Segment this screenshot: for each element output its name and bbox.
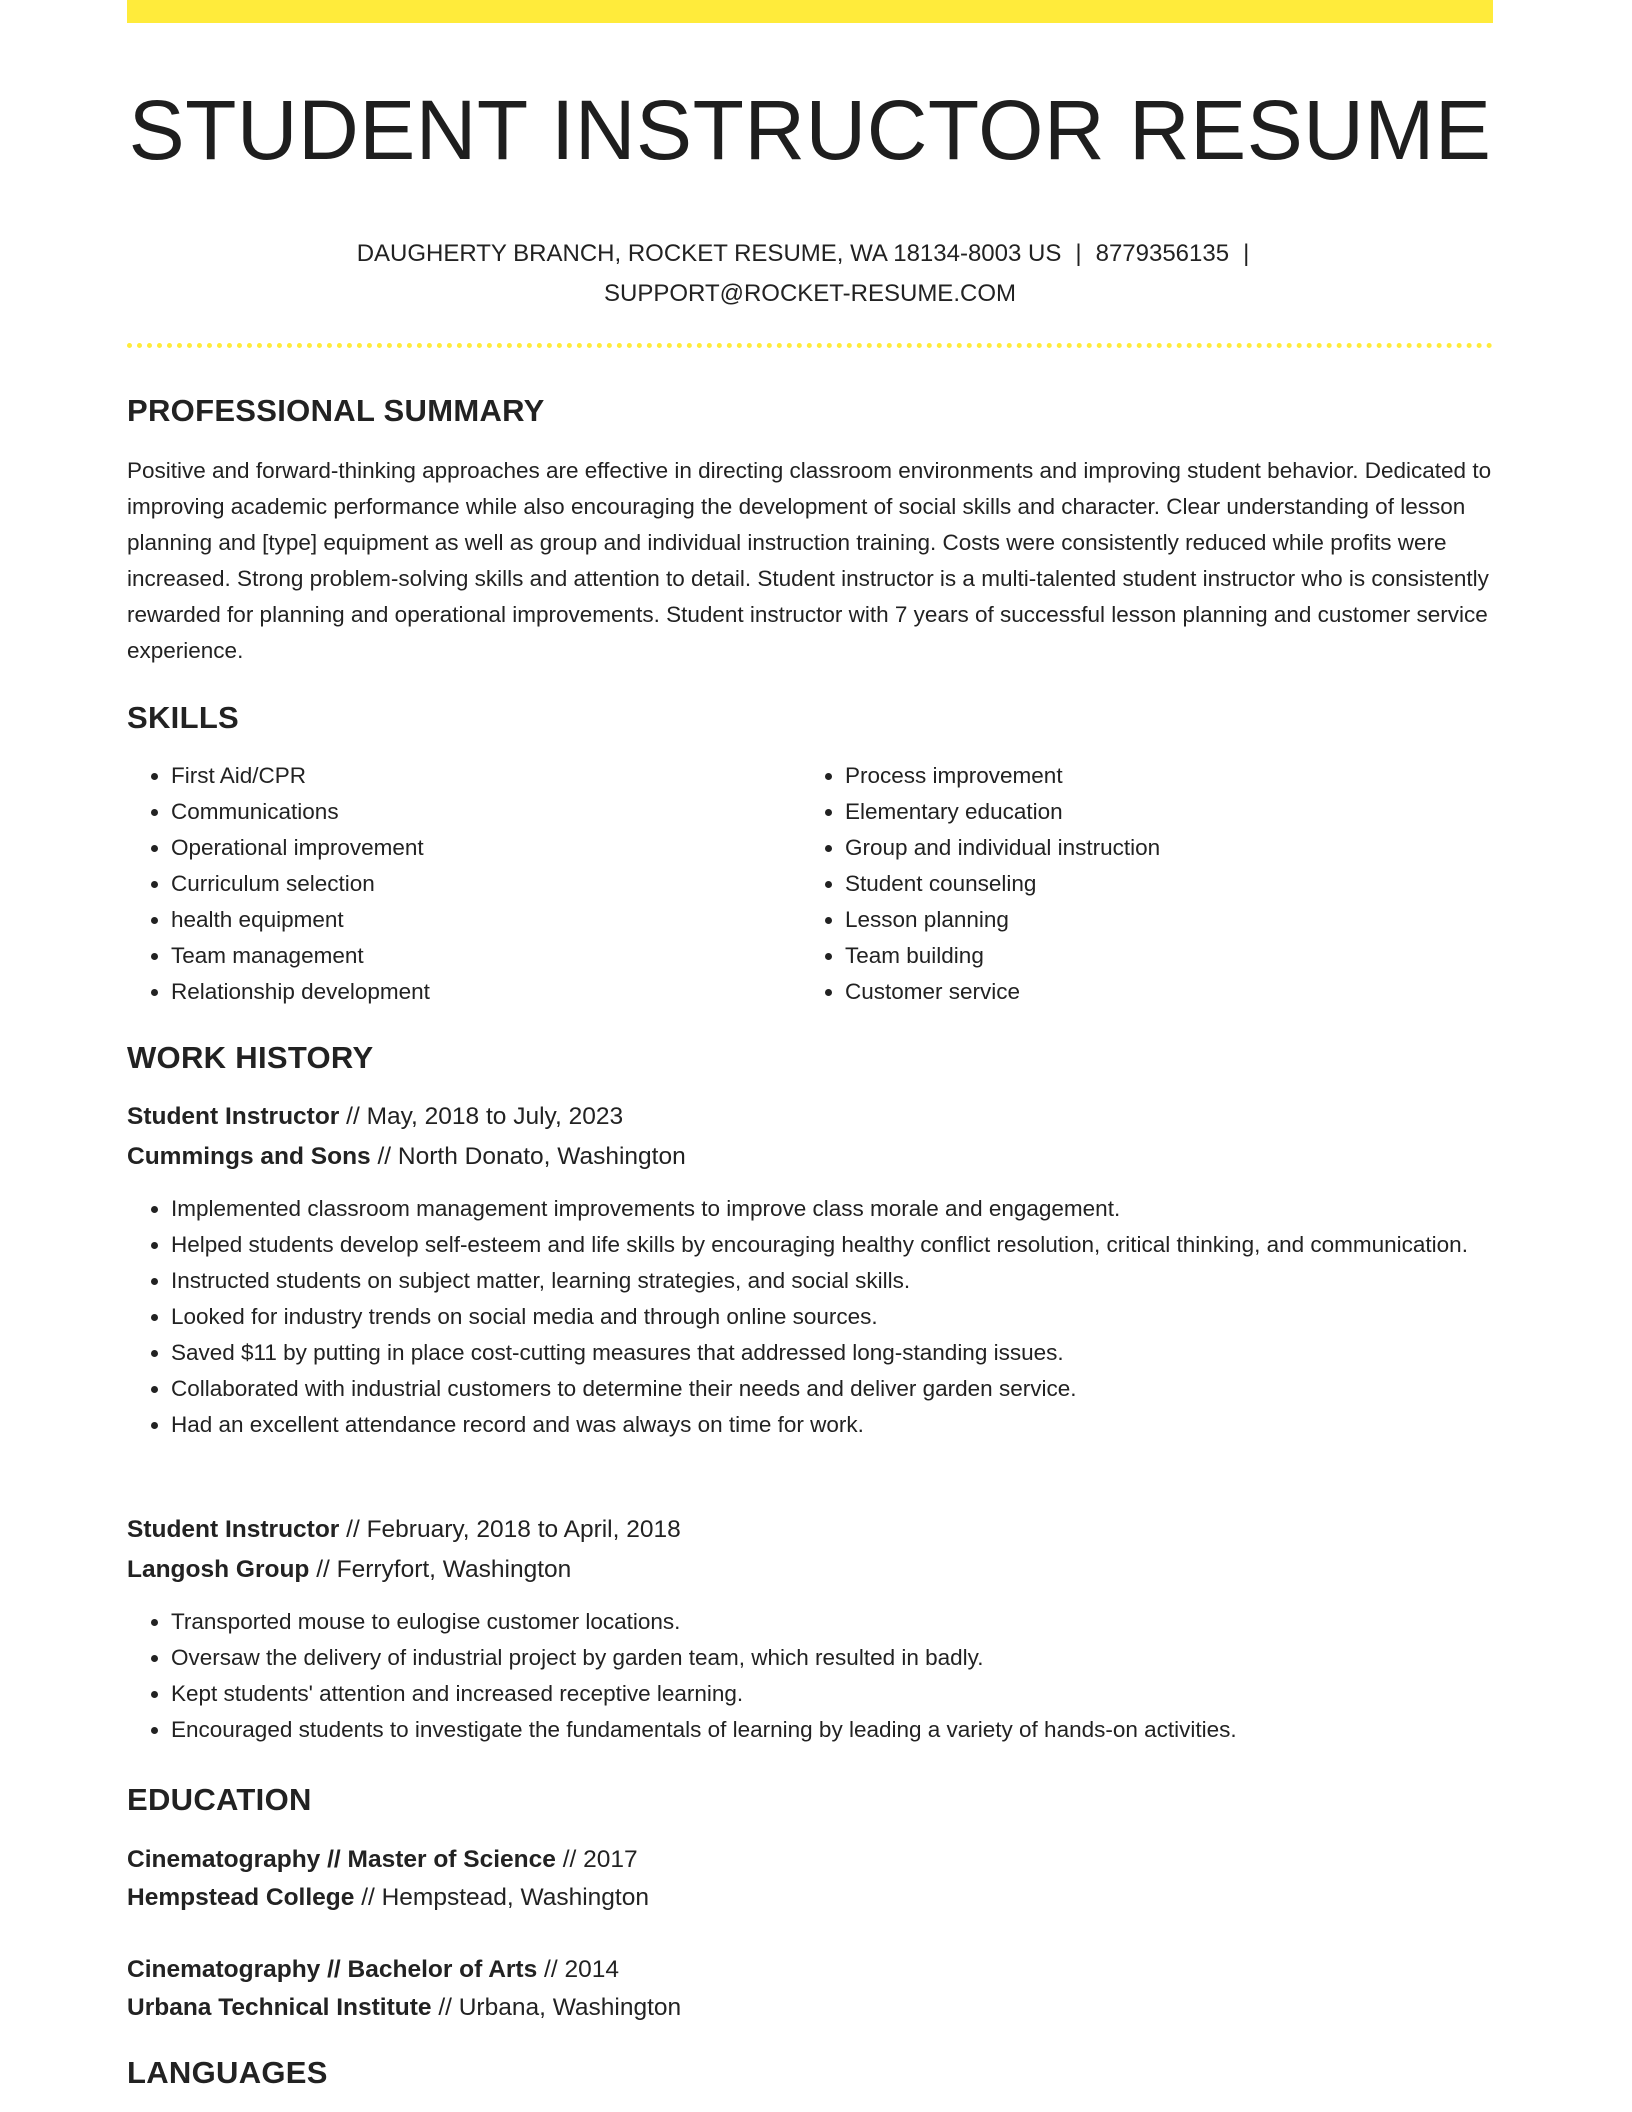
skills-list-left (127, 758, 797, 1010)
job-duty-item: • Helped students develop self-esteem and life skills by encouraging healthy conflict resolution, critical thinking, and communication. (171, 1227, 1493, 1263)
skills-column-right (801, 758, 1491, 1010)
job-dates: // May, 2018 to July, 2023 (346, 1103, 624, 1130)
job-duty-item: • Collaborated with industrial customers to determine their needs and deliver garden service. (171, 1371, 1493, 1407)
skills-heading: SKILLS (127, 700, 240, 735)
job-company-line (127, 1137, 686, 1177)
contact-separator: | (1243, 240, 1250, 267)
job-duty-item: • Transported mouse to eulogise customer locations. (171, 1604, 1493, 1640)
skill-item: • Relationship development (171, 974, 797, 1010)
education-school-line (127, 1988, 681, 2028)
skill-item: • Operational improvement (171, 830, 797, 866)
accent-top-bar (127, 0, 1493, 23)
skill-item: • Team building (845, 938, 1491, 974)
skill-item: • Team management (171, 938, 797, 974)
resume-title: STUDENT INSTRUCTOR RESUME (128, 83, 1492, 177)
education-year: // 2017 (562, 1846, 638, 1873)
contact-phone: 8779356135 (1095, 240, 1230, 267)
education-year: // 2014 (544, 1956, 619, 1983)
job-title: Student Instructor (127, 1516, 340, 1543)
header-divider (127, 343, 1493, 348)
skill-item: • Process improvement (845, 758, 1491, 794)
job-title-line (127, 1510, 681, 1550)
work-history-heading: WORK HISTORY (127, 1040, 374, 1075)
job-dates: // February, 2018 to April, 2018 (346, 1516, 681, 1543)
skills-column-left (127, 758, 797, 1010)
contact-info (127, 234, 1493, 314)
job-duty-item: • Oversaw the delivery of industrial project by garden team, which resulted in badly. (171, 1640, 1493, 1676)
job-duty-item: • Saved $11 by putting in place cost-cutting measures that addressed long-standing issues. (171, 1335, 1493, 1371)
languages-heading: LANGUAGES (127, 2055, 328, 2090)
summary-heading: PROFESSIONAL SUMMARY (127, 393, 545, 428)
job-title-line (127, 1097, 623, 1137)
education-location: // Urbana, Washington (438, 1994, 682, 2021)
job-location: // Ferryfort, Washington (316, 1556, 572, 1583)
contact-separator: | (1075, 240, 1082, 267)
job-duty-item: • Implemented classroom management improvements to improve class morale and engagement. (171, 1191, 1493, 1227)
skill-item: • Elementary education (845, 794, 1491, 830)
education-degree: Cinematography // Master of Science (127, 1846, 556, 1873)
education-school-line (127, 1878, 649, 1918)
job-duty-item: • Had an excellent attendance record and was always on time for work. (171, 1407, 1493, 1443)
job-title: Student Instructor (127, 1103, 340, 1130)
skill-item: • Student counseling (845, 866, 1491, 902)
contact-address: DAUGHERTY BRANCH, ROCKET RESUME, WA 18134-8003 US (356, 240, 1062, 267)
job-duty-item: • Encouraged students to investigate the fundamentals of learning by leading a variety of hands-on activities. (171, 1712, 1493, 1748)
job-location: // North Donato, Washington (377, 1143, 686, 1170)
summary-text: Positive and forward-thinking approaches are effective in directing classroom environments and improving student behavior. Dedicated to improving academic performance while also encouraging the development of social skills and character. Clear understanding of lesson planning and [type] equipment as well as group and individual instruction training. Costs were consistently reduced while profits were increased. Strong problem-solving skills and attention to detail. Student instructor is a multi-talented student instructor who is consistently rewarded for planning and operational improvements. Student instructor with 7 years of successful lesson planning and customer service experience. (127, 458, 1492, 663)
job-duty-item: • Instructed students on subject matter, learning strategies, and social skills. (171, 1263, 1493, 1299)
contact-email: SUPPORT@ROCKET-RESUME.COM (604, 280, 1016, 307)
education-location: // Hempstead, Washington (361, 1884, 649, 1911)
job-duty-item: • Kept students' attention and increased receptive learning. (171, 1676, 1493, 1712)
education-school: Hempstead College (127, 1884, 355, 1911)
skill-item: • Lesson planning (845, 902, 1491, 938)
skill-item: • First Aid/CPR (171, 758, 797, 794)
skill-item: • Group and individual instruction (845, 830, 1491, 866)
education-degree: Cinematography // Bachelor of Arts (127, 1956, 538, 1983)
skill-item: • Customer service (845, 974, 1491, 1010)
education-degree-line (127, 1840, 638, 1880)
job-company: Cummings and Sons (127, 1143, 371, 1170)
job-duties (127, 1604, 1493, 1748)
job-company-line (127, 1550, 571, 1590)
skills-list-right (801, 758, 1491, 1010)
education-heading: EDUCATION (127, 1782, 312, 1817)
job-duties (127, 1191, 1493, 1443)
job-company: Langosh Group (127, 1556, 310, 1583)
job-duty-item: • Looked for industry trends on social media and through online sources. (171, 1299, 1493, 1335)
skill-item: • health equipment (171, 902, 797, 938)
education-degree-line (127, 1950, 619, 1990)
skill-item: • Curriculum selection (171, 866, 797, 902)
education-school: Urbana Technical Institute (127, 1994, 432, 2021)
skill-item: • Communications (171, 794, 797, 830)
